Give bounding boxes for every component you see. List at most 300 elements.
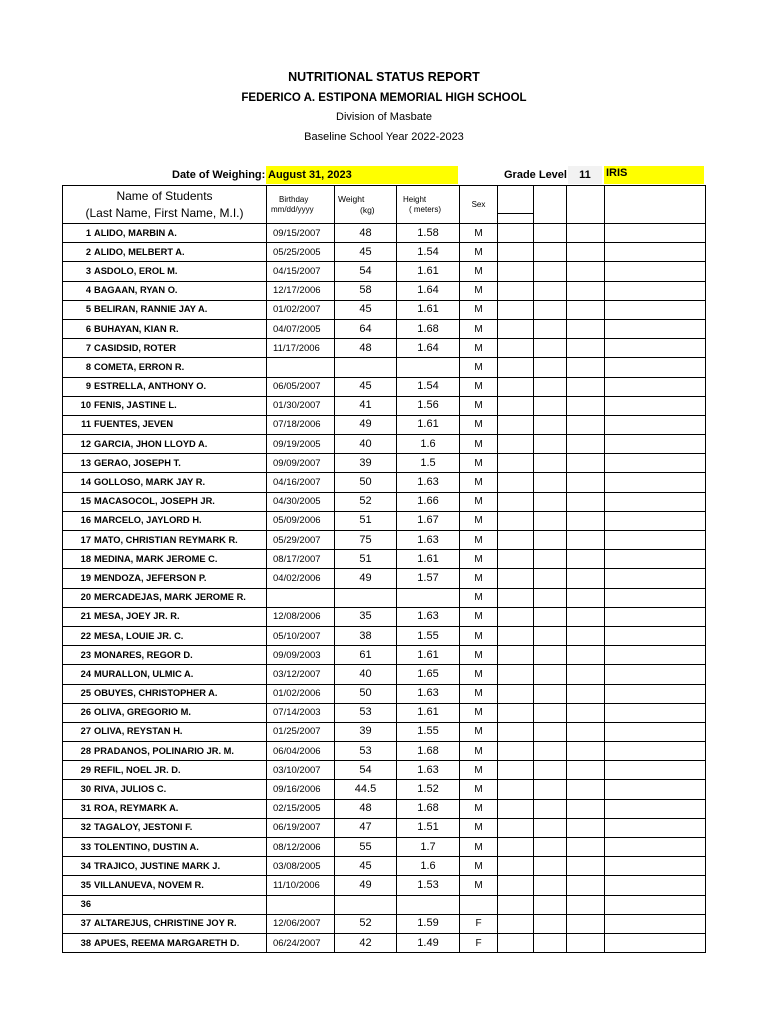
weight-cell[interactable]: 50 [335,684,397,703]
height-cell[interactable]: 1.5 [397,454,460,473]
height-cell[interactable] [397,895,460,914]
weight-cell[interactable]: 51 [335,550,397,569]
extra-cell-1[interactable] [498,396,534,415]
extra-cell-2[interactable] [534,569,567,588]
sex-cell[interactable]: M [460,511,498,530]
birthday-cell[interactable] [267,588,335,607]
extra-cell-2[interactable] [534,799,567,818]
sex-cell[interactable]: M [460,838,498,857]
student-name-cell[interactable] [63,454,267,473]
extra-cell-4[interactable] [605,626,706,645]
extra-cell-3[interactable] [567,415,605,434]
extra-cell-4[interactable] [605,780,706,799]
extra-cell-2[interactable] [534,914,567,933]
extra-cell-4[interactable] [605,224,706,243]
weight-cell[interactable]: 54 [335,761,397,780]
student-name-cell[interactable] [63,646,267,665]
student-name-cell[interactable] [63,569,267,588]
height-cell[interactable]: 1.63 [397,761,460,780]
height-cell[interactable]: 1.68 [397,799,460,818]
height-cell[interactable]: 1.57 [397,569,460,588]
extra-cell-4[interactable] [605,588,706,607]
extra-cell-4[interactable] [605,473,706,492]
weight-cell[interactable]: 58 [335,281,397,300]
extra-cell-3[interactable] [567,588,605,607]
height-cell[interactable]: 1.6 [397,435,460,454]
extra-cell-4[interactable] [605,319,706,338]
weight-cell[interactable]: 49 [335,569,397,588]
extra-cell-4[interactable] [605,262,706,281]
extra-cell-2[interactable] [534,665,567,684]
extra-cell-1[interactable] [498,684,534,703]
student-name-cell[interactable] [63,435,267,454]
sex-cell[interactable]: M [460,243,498,262]
student-name-cell[interactable] [63,780,267,799]
birthday-cell[interactable]: 06/05/2007 [267,377,335,396]
sex-cell[interactable]: M [460,761,498,780]
extra-cell-4[interactable] [605,531,706,550]
extra-cell-3[interactable] [567,511,605,530]
extra-cell-3[interactable] [567,761,605,780]
sex-cell[interactable]: M [460,300,498,319]
sex-cell[interactable]: M [460,339,498,358]
student-name-cell[interactable] [63,531,267,550]
birthday-cell[interactable]: 04/16/2007 [267,473,335,492]
weight-cell[interactable]: 42 [335,933,397,952]
extra-cell-3[interactable] [567,607,605,626]
birthday-cell[interactable]: 06/24/2007 [267,933,335,952]
sex-cell[interactable]: M [460,684,498,703]
extra-cell-4[interactable] [605,684,706,703]
sex-cell[interactable]: M [460,454,498,473]
extra-cell-4[interactable] [605,435,706,454]
height-cell[interactable]: 1.64 [397,339,460,358]
birthday-cell[interactable]: 12/08/2006 [267,607,335,626]
extra-cell-2[interactable] [534,646,567,665]
sex-cell[interactable]: M [460,531,498,550]
sex-cell[interactable]: M [460,646,498,665]
sex-cell[interactable]: M [460,396,498,415]
extra-cell-4[interactable] [605,415,706,434]
sex-cell[interactable]: M [460,818,498,837]
extra-cell-2[interactable] [534,722,567,741]
student-name-cell[interactable] [63,300,267,319]
extra-cell-3[interactable] [567,799,605,818]
extra-cell-1[interactable] [498,607,534,626]
height-cell[interactable]: 1.66 [397,492,460,511]
extra-cell-1[interactable] [498,876,534,895]
height-cell[interactable]: 1.54 [397,243,460,262]
extra-cell-2[interactable] [534,857,567,876]
weight-cell[interactable]: 35 [335,607,397,626]
student-name-cell[interactable] [63,396,267,415]
sex-cell[interactable]: M [460,435,498,454]
birthday-cell[interactable] [267,358,335,377]
height-cell[interactable]: 1.61 [397,703,460,722]
birthday-cell[interactable]: 01/25/2007 [267,722,335,741]
sex-cell[interactable]: M [460,358,498,377]
extra-cell-1[interactable] [498,415,534,434]
extra-cell-4[interactable] [605,281,706,300]
sex-cell[interactable]: M [460,473,498,492]
height-cell[interactable]: 1.49 [397,933,460,952]
extra-cell-1[interactable] [498,319,534,338]
height-cell[interactable]: 1.55 [397,626,460,645]
extra-cell-2[interactable] [534,626,567,645]
student-name-cell[interactable] [63,838,267,857]
height-cell[interactable]: 1.61 [397,262,460,281]
extra-cell-4[interactable] [605,857,706,876]
extra-cell-4[interactable] [605,722,706,741]
height-cell[interactable]: 1.55 [397,722,460,741]
height-cell[interactable]: 1.68 [397,742,460,761]
birthday-cell[interactable]: 03/12/2007 [267,665,335,684]
sex-cell[interactable]: M [460,665,498,684]
extra-cell-4[interactable] [605,818,706,837]
student-name-cell[interactable] [63,684,267,703]
student-name-cell[interactable] [63,358,267,377]
weight-cell[interactable]: 41 [335,396,397,415]
weight-cell[interactable]: 48 [335,339,397,358]
sex-cell[interactable]: M [460,319,498,338]
birthday-cell[interactable]: 05/09/2006 [267,511,335,530]
height-cell[interactable]: 1.61 [397,550,460,569]
extra-cell-3[interactable] [567,262,605,281]
extra-cell-3[interactable] [567,780,605,799]
extra-cell-2[interactable] [534,243,567,262]
student-name-cell[interactable] [63,626,267,645]
extra-cell-3[interactable] [567,473,605,492]
extra-cell-2[interactable] [534,339,567,358]
extra-cell-1[interactable] [498,511,534,530]
extra-cell-1[interactable] [498,358,534,377]
grade-level-value[interactable]: 11 [568,166,602,184]
weight-cell[interactable]: 47 [335,818,397,837]
height-cell[interactable]: 1.56 [397,396,460,415]
birthday-cell[interactable]: 09/16/2006 [267,780,335,799]
extra-cell-2[interactable] [534,531,567,550]
student-name-cell[interactable] [63,914,267,933]
birthday-cell[interactable]: 05/10/2007 [267,626,335,645]
height-cell[interactable]: 1.61 [397,300,460,319]
extra-cell-1[interactable] [498,703,534,722]
weight-cell[interactable]: 45 [335,300,397,319]
extra-cell-1[interactable] [498,454,534,473]
weight-cell[interactable]: 45 [335,377,397,396]
extra-cell-4[interactable] [605,569,706,588]
sex-cell[interactable]: F [460,933,498,952]
extra-cell-2[interactable] [534,435,567,454]
student-name-cell[interactable] [63,703,267,722]
weight-cell[interactable]: 39 [335,722,397,741]
sex-cell[interactable]: M [460,876,498,895]
student-name-cell[interactable] [63,933,267,952]
extra-cell-3[interactable] [567,742,605,761]
birthday-cell[interactable]: 03/08/2005 [267,857,335,876]
student-name-cell[interactable] [63,492,267,511]
extra-cell-4[interactable] [605,550,706,569]
extra-cell-1[interactable] [498,569,534,588]
extra-cell-3[interactable] [567,377,605,396]
birthday-cell[interactable]: 12/06/2007 [267,914,335,933]
extra-cell-1[interactable] [498,377,534,396]
student-name-cell[interactable] [63,607,267,626]
extra-cell-3[interactable] [567,454,605,473]
birthday-cell[interactable]: 07/18/2006 [267,415,335,434]
extra-cell-2[interactable] [534,838,567,857]
height-cell[interactable]: 1.52 [397,780,460,799]
student-name-cell[interactable] [63,588,267,607]
section-name[interactable]: IRIS [604,166,704,184]
extra-cell-1[interactable] [498,224,534,243]
extra-cell-2[interactable] [534,377,567,396]
extra-cell-4[interactable] [605,895,706,914]
extra-cell-2[interactable] [534,742,567,761]
extra-cell-4[interactable] [605,761,706,780]
extra-cell-4[interactable] [605,511,706,530]
extra-cell-1[interactable] [498,838,534,857]
birthday-cell[interactable]: 03/10/2007 [267,761,335,780]
extra-cell-2[interactable] [534,550,567,569]
extra-cell-3[interactable] [567,569,605,588]
extra-cell-4[interactable] [605,646,706,665]
extra-cell-2[interactable] [534,281,567,300]
student-name-cell[interactable] [63,224,267,243]
extra-cell-2[interactable] [534,473,567,492]
extra-cell-4[interactable] [605,838,706,857]
birthday-cell[interactable]: 02/15/2005 [267,799,335,818]
extra-cell-1[interactable] [498,281,534,300]
weight-cell[interactable]: 54 [335,262,397,281]
extra-cell-4[interactable] [605,933,706,952]
extra-cell-4[interactable] [605,339,706,358]
extra-cell-1[interactable] [498,665,534,684]
height-cell[interactable]: 1.64 [397,281,460,300]
extra-cell-2[interactable] [534,933,567,952]
extra-cell-3[interactable] [567,435,605,454]
birthday-cell[interactable]: 09/15/2007 [267,224,335,243]
student-name-cell[interactable] [63,550,267,569]
extra-cell-3[interactable] [567,243,605,262]
sex-cell[interactable]: F [460,914,498,933]
extra-cell-4[interactable] [605,665,706,684]
height-cell[interactable]: 1.63 [397,531,460,550]
birthday-cell[interactable]: 01/02/2006 [267,684,335,703]
extra-cell-2[interactable] [534,358,567,377]
height-cell[interactable]: 1.7 [397,838,460,857]
sex-cell[interactable]: M [460,780,498,799]
extra-cell-1[interactable] [498,473,534,492]
birthday-cell[interactable]: 05/25/2005 [267,243,335,262]
height-cell[interactable]: 1.61 [397,646,460,665]
extra-cell-4[interactable] [605,742,706,761]
extra-cell-3[interactable] [567,876,605,895]
extra-cell-4[interactable] [605,243,706,262]
student-name-cell[interactable] [63,243,267,262]
birthday-cell[interactable]: 12/17/2006 [267,281,335,300]
extra-cell-4[interactable] [605,799,706,818]
weight-cell[interactable]: 52 [335,914,397,933]
extra-cell-4[interactable] [605,454,706,473]
extra-cell-3[interactable] [567,281,605,300]
sex-cell[interactable]: M [460,569,498,588]
sex-cell[interactable]: M [460,742,498,761]
extra-cell-1[interactable] [498,722,534,741]
extra-cell-1[interactable] [498,895,534,914]
birthday-cell[interactable]: 04/30/2005 [267,492,335,511]
extra-cell-2[interactable] [534,895,567,914]
sex-cell[interactable]: M [460,857,498,876]
sex-cell[interactable]: M [460,492,498,511]
extra-cell-4[interactable] [605,492,706,511]
extra-cell-3[interactable] [567,838,605,857]
extra-cell-3[interactable] [567,722,605,741]
birthday-cell[interactable]: 04/02/2006 [267,569,335,588]
student-name-cell[interactable] [63,262,267,281]
student-name-cell[interactable] [63,281,267,300]
student-name-cell[interactable] [63,377,267,396]
extra-cell-2[interactable] [534,511,567,530]
extra-cell-2[interactable] [534,300,567,319]
weight-cell[interactable]: 51 [335,511,397,530]
height-cell[interactable]: 1.53 [397,876,460,895]
student-name-cell[interactable] [63,761,267,780]
sex-cell[interactable]: M [460,722,498,741]
sex-cell[interactable]: M [460,588,498,607]
date-of-weighing-value[interactable]: August 31, 2023 [266,166,458,184]
extra-cell-1[interactable] [498,262,534,281]
weight-cell[interactable]: 61 [335,646,397,665]
weight-cell[interactable]: 53 [335,742,397,761]
weight-cell[interactable]: 55 [335,838,397,857]
birthday-cell[interactable]: 09/09/2003 [267,646,335,665]
student-name-cell[interactable] [63,665,267,684]
birthday-cell[interactable] [267,895,335,914]
extra-cell-3[interactable] [567,665,605,684]
student-name-cell[interactable] [63,511,267,530]
height-cell[interactable]: 1.67 [397,511,460,530]
extra-cell-2[interactable] [534,703,567,722]
extra-cell-1[interactable] [498,646,534,665]
extra-cell-1[interactable] [498,780,534,799]
extra-cell-3[interactable] [567,646,605,665]
sex-cell[interactable]: M [460,799,498,818]
height-cell[interactable]: 1.63 [397,684,460,703]
student-name-cell[interactable] [63,876,267,895]
extra-cell-1[interactable] [498,626,534,645]
birthday-cell[interactable]: 06/04/2006 [267,742,335,761]
height-cell[interactable]: 1.65 [397,665,460,684]
extra-cell-2[interactable] [534,761,567,780]
weight-cell[interactable]: 44.5 [335,780,397,799]
birthday-cell[interactable]: 06/19/2007 [267,818,335,837]
height-cell[interactable]: 1.61 [397,415,460,434]
extra-cell-2[interactable] [534,396,567,415]
height-cell[interactable]: 1.51 [397,818,460,837]
birthday-cell[interactable]: 11/17/2006 [267,339,335,358]
sex-cell[interactable]: M [460,703,498,722]
extra-cell-3[interactable] [567,818,605,837]
extra-cell-2[interactable] [534,224,567,243]
extra-cell-3[interactable] [567,396,605,415]
extra-cell-1[interactable] [498,761,534,780]
birthday-cell[interactable]: 04/07/2005 [267,319,335,338]
extra-cell-2[interactable] [534,454,567,473]
extra-cell-2[interactable] [534,684,567,703]
extra-cell-4[interactable] [605,703,706,722]
extra-cell-2[interactable] [534,492,567,511]
extra-cell-1[interactable] [498,818,534,837]
sex-cell[interactable]: M [460,224,498,243]
weight-cell[interactable]: 50 [335,473,397,492]
extra-cell-3[interactable] [567,531,605,550]
height-cell[interactable] [397,358,460,377]
height-cell[interactable]: 1.68 [397,319,460,338]
extra-cell-1[interactable] [498,914,534,933]
extra-cell-2[interactable] [534,319,567,338]
extra-cell-1[interactable] [498,550,534,569]
student-name-cell[interactable] [63,799,267,818]
sex-cell[interactable]: M [460,626,498,645]
weight-cell[interactable]: 45 [335,243,397,262]
weight-cell[interactable] [335,358,397,377]
height-cell[interactable]: 1.63 [397,473,460,492]
extra-cell-2[interactable] [534,415,567,434]
height-cell[interactable] [397,588,460,607]
weight-cell[interactable]: 49 [335,876,397,895]
weight-cell[interactable]: 40 [335,435,397,454]
student-name-cell[interactable] [63,473,267,492]
extra-cell-3[interactable] [567,857,605,876]
extra-cell-3[interactable] [567,358,605,377]
extra-cell-4[interactable] [605,377,706,396]
extra-cell-3[interactable] [567,933,605,952]
height-cell[interactable]: 1.58 [397,224,460,243]
student-name-cell[interactable] [63,339,267,358]
student-name-cell[interactable] [63,722,267,741]
extra-cell-4[interactable] [605,607,706,626]
extra-cell-4[interactable] [605,358,706,377]
extra-cell-3[interactable] [567,550,605,569]
sex-cell[interactable] [460,895,498,914]
weight-cell[interactable]: 48 [335,224,397,243]
height-cell[interactable]: 1.54 [397,377,460,396]
weight-cell[interactable] [335,588,397,607]
extra-cell-3[interactable] [567,492,605,511]
weight-cell[interactable]: 75 [335,531,397,550]
extra-cell-1[interactable] [498,492,534,511]
extra-cell-1[interactable] [498,531,534,550]
weight-cell[interactable]: 48 [335,799,397,818]
sex-cell[interactable]: M [460,262,498,281]
weight-cell[interactable]: 64 [335,319,397,338]
extra-cell-3[interactable] [567,703,605,722]
sex-cell[interactable]: M [460,415,498,434]
extra-cell-1[interactable] [498,243,534,262]
weight-cell[interactable]: 39 [335,454,397,473]
extra-cell-2[interactable] [534,262,567,281]
birthday-cell[interactable]: 01/02/2007 [267,300,335,319]
extra-cell-3[interactable] [567,224,605,243]
extra-cell-2[interactable] [534,876,567,895]
extra-cell-3[interactable] [567,684,605,703]
extra-cell-3[interactable] [567,339,605,358]
weight-cell[interactable]: 40 [335,665,397,684]
extra-cell-3[interactable] [567,895,605,914]
student-name-cell[interactable] [63,742,267,761]
student-name-cell[interactable] [63,857,267,876]
birthday-cell[interactable]: 08/12/2006 [267,838,335,857]
